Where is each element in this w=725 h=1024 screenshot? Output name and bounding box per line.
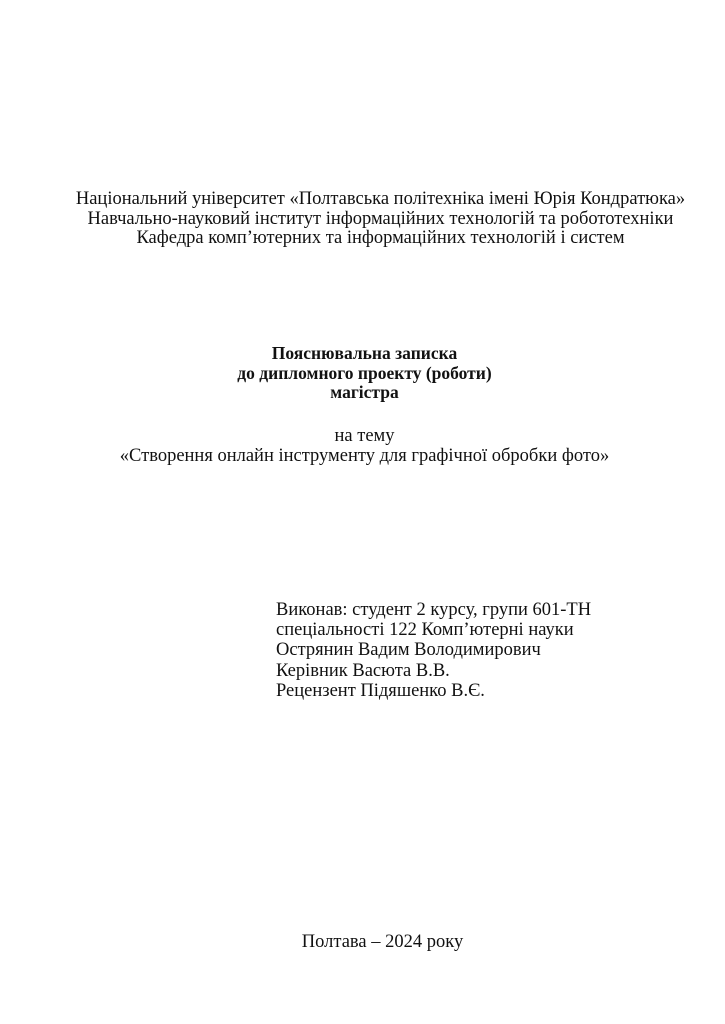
reviewer-info: Рецензент Підяшенко В.Є. (276, 680, 485, 701)
topic-intro: на тему (334, 426, 395, 446)
title-line-1: Пояснювальна записка (271, 343, 458, 363)
institution-header (18, 190, 725, 249)
city-year-footer (20, 933, 725, 953)
department-name: Кафедра комп’ютерних та інформаційних технологій і систем (136, 228, 625, 249)
supervisor-info: Керівник Васюта В.В. (276, 660, 450, 681)
topic-block (2, 427, 725, 466)
topic-name: «Створення онлайн інструменту для графічної обробки фото» (119, 445, 610, 466)
student-name: Острянин Вадим Володимирович (276, 640, 541, 661)
student-info: Виконав: студент 2 курсу, групи 601-ТН (276, 600, 592, 620)
document-title (2, 344, 725, 403)
title-line-3: магістра (330, 382, 399, 403)
city-year: Полтава – 2024 року (301, 932, 464, 952)
institute-name: Навчально-науковий інститут інформаційних технологій та робототехніки (87, 208, 674, 229)
title-line-2: до дипломного проекту (роботи) (237, 362, 492, 383)
specialty-info: спеціальності 122 Комп’ютерні науки (276, 620, 574, 641)
author-info (276, 600, 591, 701)
university-name: Національний університет «Полтавська політехніка імені Юрія Кондратюка» (75, 189, 686, 209)
